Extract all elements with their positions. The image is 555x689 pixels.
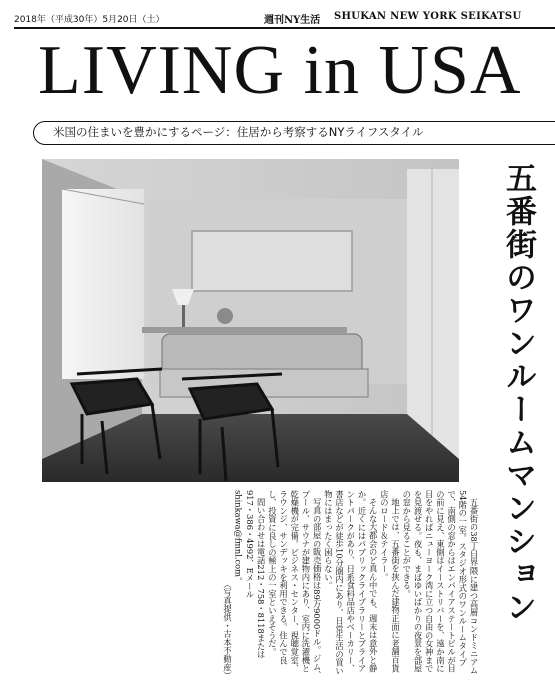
article-headline: 五番街のワンルームマンション xyxy=(500,162,536,624)
article-paragraph: 地上では、五番街を挟んだ建物正面に老舗百貨店のロード＆テイラー。 xyxy=(379,490,401,673)
photo-credit: （写真提供・古本不動産） xyxy=(222,580,233,680)
tagline: 米国の住まいを豊かにするページ：住居から考察するNYライフスタイル xyxy=(53,125,424,139)
paper-name-ja: 週刊NY生活 xyxy=(264,15,321,26)
article-paragraph: 写真の部屋の販売価格は89万9000ドル。ジム、プール、サウナが建物内にあり、室内に洗濯機と乾燥機が完備。ビジネス・センター、視聴覚室、ラウンジ、サンデッキを利用できる。住んで良し、投資に良しの極上の一室といえそうだ。 xyxy=(267,490,323,680)
wall-mirror xyxy=(192,231,352,291)
room-illustration xyxy=(42,159,459,482)
decor-vase xyxy=(217,308,233,324)
article-paragraph: そんな大都会のど真ん中でも、週末は意外と静か。近くにはパブリックライブラリーとブライアントパークがあり、日系食料品店やベーカリー、書店などが徒歩10分圏内にあり、日常生活の買い物にはまったく困らない。 xyxy=(323,490,379,675)
top-info-line xyxy=(14,12,555,26)
header-rule xyxy=(14,27,555,29)
apartment-interior-photo xyxy=(42,159,459,482)
article-paragraph: 問い合わせは電話212・758・8118または917・386・4992、Eメール shinkawa@fmnl.com。 xyxy=(233,490,267,659)
article-body xyxy=(66,490,479,680)
article-paragraph: 五番街の38丁目界隈に建つ高層コンドミニアム54階の一室。スタジオ形式のワンルームタイプで、南側の窓からはエンパイアステートビルが目の前に見え、東側はイーストリバーを、遠か南に目をやればニューヨーク湾に立つ自由の女神までを見渡せる。夜も、まばゆいばかりの夜景を部屋の窓から見ることができる。 xyxy=(401,490,479,675)
masthead-title: LIVING in USA xyxy=(38,32,522,109)
paper-name-en: SHUKAN NEW YORK SEIKATSU xyxy=(334,11,522,22)
issue-date: 2018年（平成30年）5月20日（土） xyxy=(14,15,165,25)
window-blind xyxy=(62,189,144,379)
closet-door xyxy=(407,169,459,459)
